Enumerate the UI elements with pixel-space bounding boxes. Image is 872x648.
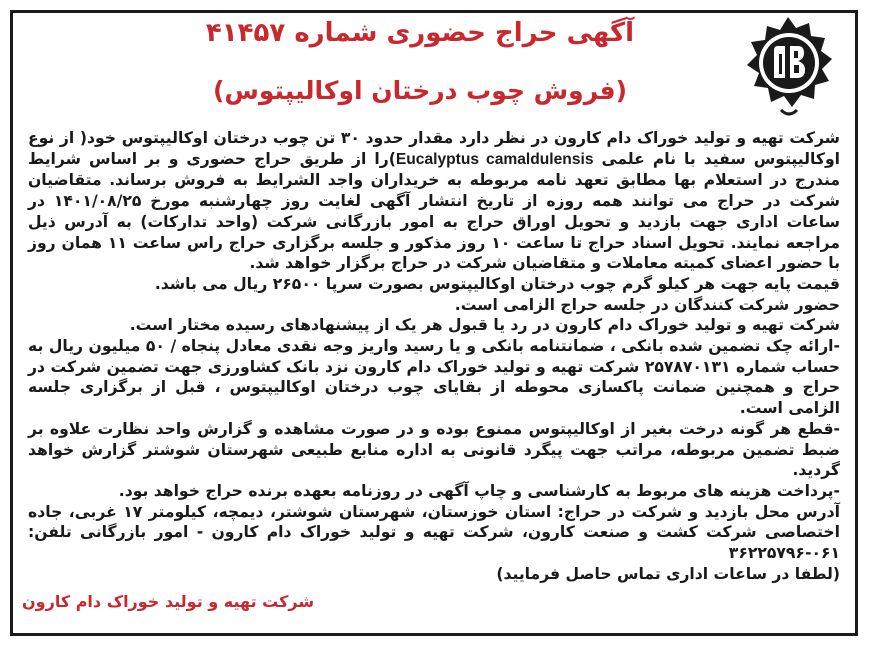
scientific-name: Eucalyptus camaldulensis	[395, 150, 594, 168]
paragraph-main	[28, 128, 840, 274]
ad-title: آگهی حراج حضوری شماره ۴۱۴۵۷	[205, 18, 635, 48]
fees-line: -پرداخت هزینه های مربوط به کارشناسی و چاپ آگهی در روزنامه بعهده برنده حراج خواهد بود.	[118, 481, 840, 500]
paragraph-main-part-a: شرکت تهیه و تولید خوراک دام کارون در نظر دارد مقدار حدود ۳۰ تن چوب درختان اوکالیپتوس خود( از نوع اوکالیپتوس سفید با نام علمی	[28, 129, 841, 168]
rights-reserved-line: شرکت تهیه و تولید خوراک دام کارون در رد یا قبول هر یک از پیشنهادهای رسیده مختار است.	[129, 316, 840, 335]
base-price-line: قیمت پایه جهت هر کیلو گرم چوب درختان اوکالیپتوس بصورت سرپا ۲۶۵۰۰ ریال می باشد.	[154, 274, 840, 293]
attendance-line: حضور شرکت کنندگان در جلسه حراج الزامی است.	[454, 295, 840, 314]
guarantee-paragraph: -ارائه چک تضمین شده بانکی ، ضمانتنامه بانکی و یا رسید واریز وجه نقدی معادل پنجاه / ۵۰ میلیون ریال به حساب شماره ۲۵۷۸۷۰۱۳۱ شرکت تهیه و تولید خوراک دام کارون نزد بانک کشاورزی جهت تضمین شرکت در حراج و همچنین ضمانت پاکسازی محوطه از بقایای چوب درختان اوکالیپتوس ، قبل از برگزاری جلسه الزامی است.	[28, 337, 840, 418]
company-signature: شرکت تهیه و تولید خوراک دام کارون	[22, 592, 315, 611]
company-emblem-icon	[741, 14, 835, 120]
tree-cutting-paragraph: -قطع هر گونه درخت بغیر از اوکالیپتوس ممنوع بوده و در صورت مشاهده و گزارش واحد نظارت علاوه بر ضبط تضمین مربوطه، مراتب جهت پیگرد قانونی به اداره منابع طبیعی شهرستان شوشتر گزارش خواهد گردید.	[28, 419, 840, 480]
paragraph-main-part-b: )را از طریق حراج حضوری و بر اساس شرایط مندرج در استعلام بها مطابق تعهد نامه مربوطه به خریداران واجد الشرایط به فروش برساند. متقاضیان شرکت در حراج می توانند همه روزه از تاریخ انتشار آگهی لغایت روز چهارشنبه مورخ ۱۴۰۱/۰۸/۲۵ در ساعات اداری جهت بازدید و تحویل اوراق حراج به امور بازرگانی شرکت (واحد تدارکات) به آدرس ذیل مراجعه نمایند. تحویل اسناد حراج تا ساعت ۱۰ روز مذکور و جلسه برگزاری حراج راس ساعت ۱۱ همان روز با حضور اعضای کمیته معاملات و متقاضیان شرکت در حراج برگزار خواهد شد.	[28, 149, 841, 273]
address-paragraph: آدرس محل بازدید و شرکت در حراج: استان خوزستان، شهرستان شوشتر، دیمچه، کیلومتر ۱۷ غربی، جاده اختصاصی شرکت کشت و صنعت کارون، شرکت تهیه و تولید خوراک دام کارون - امور بازرگانی تلفن: ۰۶۱-۳۶۲۲۵۷۹۶	[28, 502, 840, 563]
ad-body	[28, 128, 840, 584]
ad-subtitle: (فروش چوب درختان اوکالیپتوس)	[212, 76, 628, 105]
contact-hours-line: (لطفا در ساعات اداری تماس حاصل فرمایید)	[496, 564, 840, 583]
